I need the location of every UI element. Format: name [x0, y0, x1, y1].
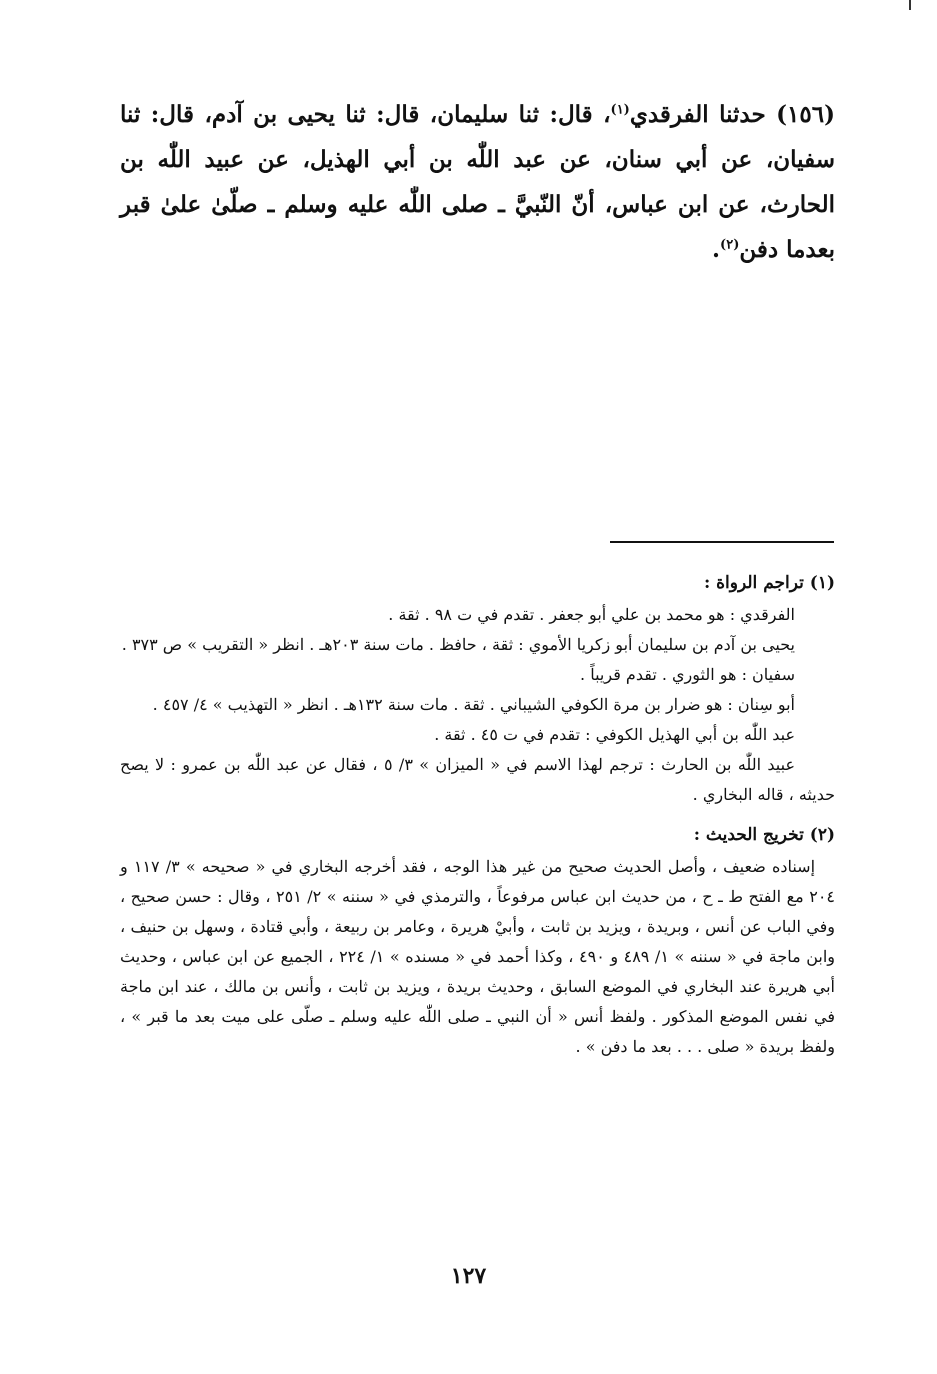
narrator-entry: سفيان : هو الثوري . تقدم قريباً . — [580, 665, 795, 684]
footnote-ref-2[interactable]: (٢) — [720, 237, 740, 253]
footnote-ref-1[interactable]: (١) — [610, 102, 630, 118]
hadith-paragraph — [120, 92, 835, 272]
narrator-entry: الفرقدي : هو محمد بن علي أبو جعفر . تقدم في ت ٩٨ . ثقة . — [388, 605, 795, 624]
narrator-entry: عبيد اللّٰه بن الحارث : ترجم لهذا الاسم في « الميزان » ٣/ ٥ ، فقال عن عبد اللّٰه بن عمرو : لا يصح حديثه ، قاله البخاري . — [120, 755, 835, 804]
footnotes-section — [120, 568, 835, 1062]
narrator-entry: يحيى بن آدم بن سليمان أبو زكريا الأموي : ثقة ، حافظ . مات سنة ٢٠٣هـ . انظر « التقريب » ص ٣٧٣ . — [121, 635, 795, 654]
hadith-takhrij-text: إسناده ضعيف ، وأصل الحديث صحيح من غير هذا الوجه ، فقد أخرجه البخاري في « صحيحه » ٣/ ١١٧ و ٢٠٤ مع الفتح ط ـ ح ، من حديث ابن عباس مرفوعاً ، والترمذي في « سننه » ٢/ ٢٥١ ، وقال : حسن صحيح ، وفي الباب عن أنس ، وبريدة ، ويزيد بن ثابت ، وأبيْ هريرة ، وعامر بن ربيعة ، وأبي قتادة ، وسهل بن حنيف ، وابن ماجة في « سننه » ١/ ٤٨٩ و ٤٩٠ ، وكذا أحمد في « مسنده » ١/ ٢٢٤ ، الجميع عن ابن عباس ، وحديث أبي هريرة عند البخاري في الموضع السابق ، وحديث بريدة ، ويزيد بن ثابت ، وأنس بن مالك ، عند ابن ماجة في نفس الموضع المذكور . ولفظ أنس « أن النبي ـ صلى اللّٰه عليه وسلم ـ صلّى على ميت بعد ما قبر » ، ولفظ بريدة « صلى . . . بعد ما دفن » . — [120, 857, 836, 1056]
hadith-text-part-1: (١٥٦) حدثنا الفرقدي — [629, 101, 835, 128]
page-number: ١٢٧ — [450, 1263, 487, 1289]
hadith-text — [120, 92, 835, 272]
narrator-entry: عبد اللّٰه بن أبي الهذيل الكوفي : تقدم في ت ٤٥ . ثقة . — [434, 725, 795, 744]
footnote-1-heading: (١) تراجم الرواة : — [703, 573, 835, 593]
footnote-separator — [610, 541, 834, 543]
footnote-2-heading: (٢) تخريج الحديث : — [693, 825, 835, 845]
scan-mark — [909, 0, 911, 10]
hadith-text-part-2: ، قال: ثنا سليمان، قال: ثنا يحيى بن آدم، قال: ثنا سفيان، عن أبي سنان، عن عبد اللّٰه بن أبي الهذيل، عن عبيد اللّٰه بن الحارث، عن ابن عباس، أنّ النّبيَّ ـ صلى اللّٰه عليه وسلم ـ صلّىٰ علىٰ قبر بعدما دفن — [120, 101, 835, 263]
hadith-text-end: . — [712, 236, 721, 263]
narrator-entry: أبو سِنان : هو ضرار بن مرة الكوفي الشيباني . ثقة . مات سنة ١٣٢هـ . انظر « التهذيب » ٤/ ٤٥٧ . — [152, 695, 795, 714]
